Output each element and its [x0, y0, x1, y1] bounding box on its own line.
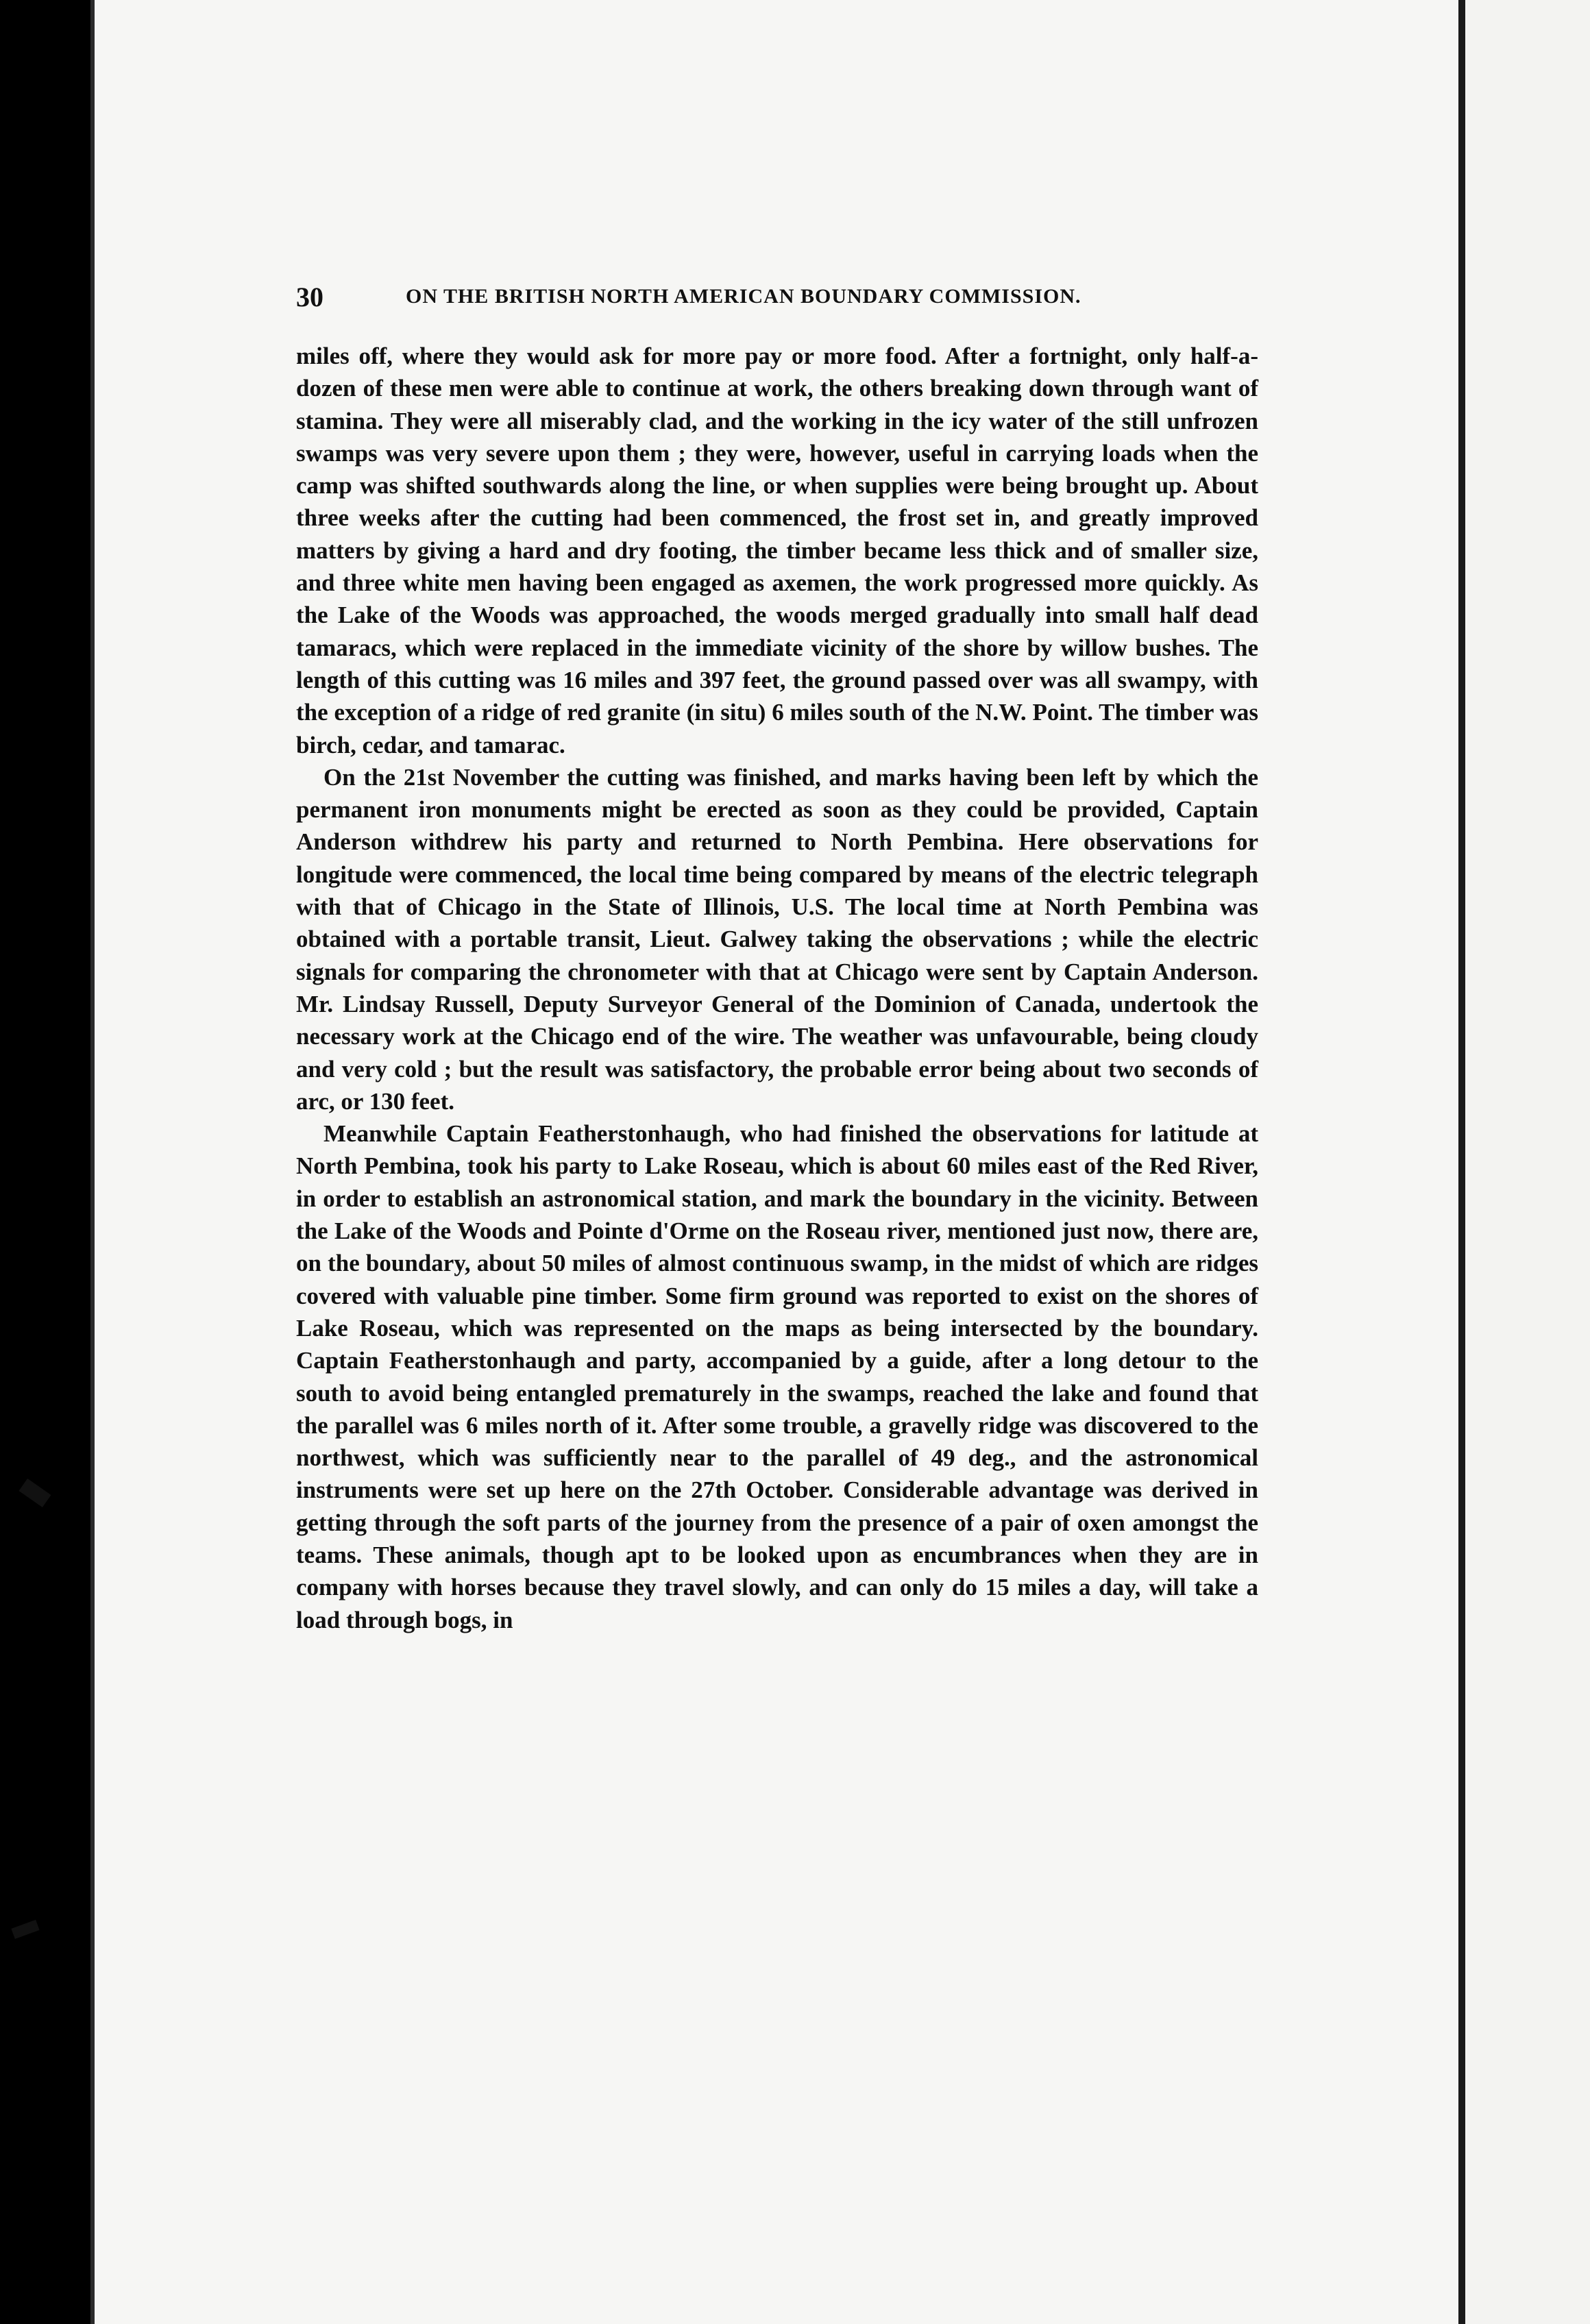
running-header — [296, 281, 1269, 322]
body-text — [296, 340, 1258, 1636]
page-number: 30 — [296, 282, 323, 312]
scan-speck — [19, 1479, 51, 1507]
facing-page-edge — [1465, 0, 1590, 2324]
paragraph: On the 21st November the cutting was finished, and marks having been left by which the permanent iron monuments might be erected as soon as they could be provided, Captain Anderson withdrew his party and returned to North Pembina. Here observations for longitude were commenced, the local time being compared by means of the electric telegraph with that of Chicago in the State of Illinois, U.S. The local time at North Pembina was obtained with a portable transit, Lieut. Galwey taking the observations ; while the electric signals for comparing the chronometer with that at Chicago were sent by Captain Anderson. Mr. Lindsay Russell, Deputy Surveyor General of the Dominion of Canada, undertook the necessary work at the Chicago end of the wire. The weather was unfavourable, being cloudy and very cold ; but the result was satisfactory, the probable error being about two seconds of arc, or 130 feet. — [296, 763, 1258, 1115]
paragraph: Meanwhile Captain Featherstonhaugh, who had finished the observations for latitude at North Pembina, took his party to Lake Roseau, which is about 60 miles east of the Red River, in order to establish an astronomical station, and mark the boundary in the vicinity. Between the Lake of the Woods and Pointe d'Orme on the Roseau river, mentioned just now, there are, on the boundary, about 50 miles of almost continuous swamp, in the midst of which are ridges covered with valuable pine timber. Some firm ground was reported to exist on the shores of Lake Roseau, which was represented on the maps as being intersected by the boundary. Captain Featherstonhaugh and party, accompanied by a guide, after a long detour to the south to avoid being entangled prematurely in the swamps, reached the lake and found that the parallel was 6 miles north of it. After some trouble, a gravelly ridge was discovered to the northwest, which was sufficiently near to the parallel of 49 deg., and the astronomical instruments were set up here on the 27th October. Considerable advantage was derived in getting through the soft parts of the journey from the presence of a pair of oxen amongst the teams. These animals, though apt to be looked upon as encumbrances when they are in company with horses because they travel slowly, and can only do 15 miles a day, will take a load through bogs, in — [296, 1120, 1258, 1633]
paragraph-continued: miles off, where they would ask for more pay or more food. After a fortnight, only half-a-dozen of these men were able to continue at work, the others breaking down through want of stamina. They were all miserably clad, and the working in the icy water of the still unfrozen swamps was very severe upon them ; they were, however, useful in carrying loads when the camp was shifted southwards along the line, or when supplies were being brought up. About three weeks after the cutting had been commenced, the frost set in, and greatly improved matters by giving a hard and dry footing, the timber became less thick and of smaller size, and three white men having been engaged as axemen, the work progressed more quickly. As the Lake of the Woods was approached, the woods merged gradually into small half dead tamaracs, which were replaced in the immediate vicinity of the shore by willow bushes. The length of this cutting was 16 miles and 397 feet, the ground passed over was all swampy, with the exception of a ridge of red granite (in situ) 6 miles south of the N.W. Point. The timber was birch, cedar, and tamarac. — [296, 343, 1258, 758]
scan-speck — [11, 1920, 39, 1939]
running-title: ON THE BRITISH NORTH AMERICAN BOUNDARY COMMISSION. — [406, 285, 1081, 308]
